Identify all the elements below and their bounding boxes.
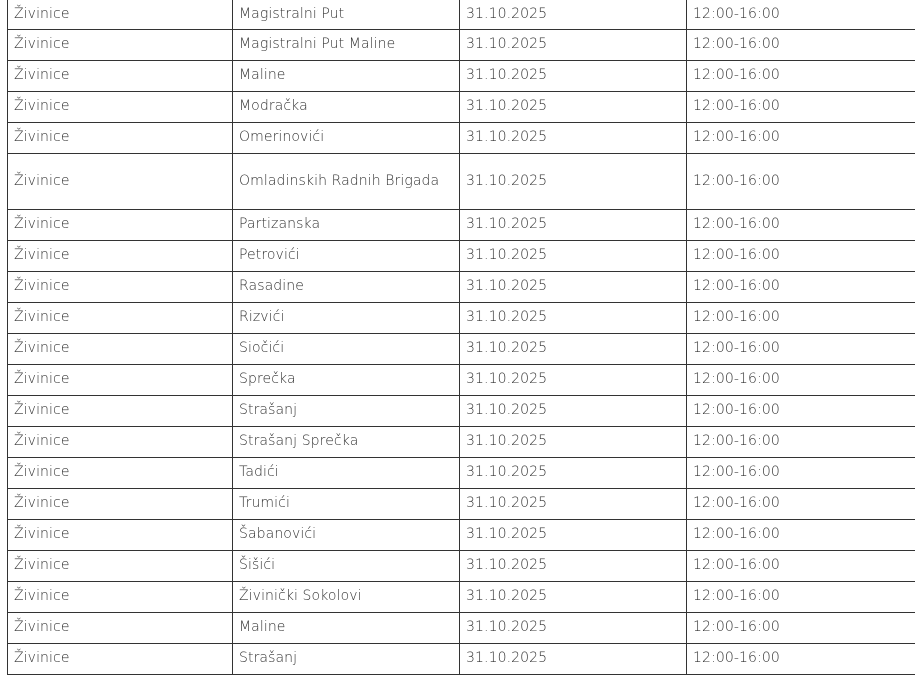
street-cell: Modračka	[233, 92, 460, 123]
date-cell: 31.10.2025	[460, 210, 687, 241]
date-cell: 31.10.2025	[460, 489, 687, 520]
time-cell: 12:00-16:00	[687, 334, 915, 365]
table-row	[8, 365, 915, 396]
table-row	[8, 272, 915, 303]
outage-schedule-table-wrapper	[7, 0, 915, 675]
table-row	[8, 489, 915, 520]
municipality-cell: Živinice	[8, 396, 233, 427]
time-cell: 12:00-16:00	[687, 520, 915, 551]
date-cell: 31.10.2025	[460, 520, 687, 551]
date-cell: 31.10.2025	[460, 303, 687, 334]
table-row	[8, 582, 915, 613]
time-cell: 12:00-16:00	[687, 396, 915, 427]
time-cell: 12:00-16:00	[687, 272, 915, 303]
date-cell: 31.10.2025	[460, 92, 687, 123]
time-cell: 12:00-16:00	[687, 582, 915, 613]
time-cell: 12:00-16:00	[687, 551, 915, 582]
date-cell: 31.10.2025	[460, 427, 687, 458]
street-cell: Sprečka	[233, 365, 460, 396]
table-body	[8, 0, 915, 675]
time-cell: 12:00-16:00	[687, 123, 915, 154]
municipality-cell: Živinice	[8, 613, 233, 644]
time-cell: 12:00-16:00	[687, 0, 915, 30]
time-cell: 12:00-16:00	[687, 92, 915, 123]
street-cell: Magistralni Put	[233, 0, 460, 30]
date-cell: 31.10.2025	[460, 272, 687, 303]
time-cell: 12:00-16:00	[687, 613, 915, 644]
street-cell: Siočići	[233, 334, 460, 365]
street-cell: Partizanska	[233, 210, 460, 241]
street-cell: Strašanj	[233, 396, 460, 427]
table-row	[8, 30, 915, 61]
date-cell: 31.10.2025	[460, 365, 687, 396]
table-row	[8, 458, 915, 489]
table-row	[8, 0, 915, 30]
municipality-cell: Živinice	[8, 0, 233, 30]
municipality-cell: Živinice	[8, 427, 233, 458]
street-cell: Živinički Sokolovi	[233, 582, 460, 613]
street-cell: Omerinovići	[233, 123, 460, 154]
table-row	[8, 241, 915, 272]
street-cell: Petrovići	[233, 241, 460, 272]
date-cell: 31.10.2025	[460, 30, 687, 61]
street-cell: Šišići	[233, 551, 460, 582]
table-row	[8, 92, 915, 123]
street-cell: Strašanj	[233, 644, 460, 675]
table-row	[8, 154, 915, 210]
municipality-cell: Živinice	[8, 272, 233, 303]
municipality-cell: Živinice	[8, 241, 233, 272]
street-cell: Trumići	[233, 489, 460, 520]
street-cell: Tadići	[233, 458, 460, 489]
table-row	[8, 613, 915, 644]
time-cell: 12:00-16:00	[687, 365, 915, 396]
municipality-cell: Živinice	[8, 582, 233, 613]
outage-schedule-table	[7, 0, 915, 675]
street-cell: Rasadine	[233, 272, 460, 303]
date-cell: 31.10.2025	[460, 123, 687, 154]
street-cell: Rizvići	[233, 303, 460, 334]
table-row	[8, 551, 915, 582]
municipality-cell: Živinice	[8, 210, 233, 241]
time-cell: 12:00-16:00	[687, 427, 915, 458]
table-row	[8, 210, 915, 241]
street-cell: Strašanj Sprečka	[233, 427, 460, 458]
date-cell: 31.10.2025	[460, 334, 687, 365]
municipality-cell: Živinice	[8, 92, 233, 123]
date-cell: 31.10.2025	[460, 551, 687, 582]
municipality-cell: Živinice	[8, 61, 233, 92]
table-row	[8, 396, 915, 427]
time-cell: 12:00-16:00	[687, 241, 915, 272]
date-cell: 31.10.2025	[460, 644, 687, 675]
time-cell: 12:00-16:00	[687, 210, 915, 241]
street-cell: Maline	[233, 61, 460, 92]
street-cell: Maline	[233, 613, 460, 644]
table-row	[8, 520, 915, 551]
municipality-cell: Živinice	[8, 365, 233, 396]
municipality-cell: Živinice	[8, 520, 233, 551]
table-row	[8, 303, 915, 334]
municipality-cell: Živinice	[8, 644, 233, 675]
date-cell: 31.10.2025	[460, 458, 687, 489]
municipality-cell: Živinice	[8, 489, 233, 520]
municipality-cell: Živinice	[8, 123, 233, 154]
municipality-cell: Živinice	[8, 303, 233, 334]
time-cell: 12:00-16:00	[687, 154, 915, 210]
date-cell: 31.10.2025	[460, 582, 687, 613]
date-cell: 31.10.2025	[460, 154, 687, 210]
table-row	[8, 644, 915, 675]
time-cell: 12:00-16:00	[687, 303, 915, 334]
table-row	[8, 427, 915, 458]
date-cell: 31.10.2025	[460, 241, 687, 272]
time-cell: 12:00-16:00	[687, 458, 915, 489]
street-cell: Magistralni Put Maline	[233, 30, 460, 61]
municipality-cell: Živinice	[8, 334, 233, 365]
table-row	[8, 123, 915, 154]
time-cell: 12:00-16:00	[687, 30, 915, 61]
street-cell: Omladinskih Radnih Brigada	[233, 154, 460, 210]
date-cell: 31.10.2025	[460, 396, 687, 427]
street-cell: Šabanovići	[233, 520, 460, 551]
municipality-cell: Živinice	[8, 458, 233, 489]
municipality-cell: Živinice	[8, 551, 233, 582]
date-cell: 31.10.2025	[460, 613, 687, 644]
table-row	[8, 61, 915, 92]
time-cell: 12:00-16:00	[687, 644, 915, 675]
date-cell: 31.10.2025	[460, 0, 687, 30]
time-cell: 12:00-16:00	[687, 489, 915, 520]
date-cell: 31.10.2025	[460, 61, 687, 92]
municipality-cell: Živinice	[8, 30, 233, 61]
municipality-cell: Živinice	[8, 154, 233, 210]
time-cell: 12:00-16:00	[687, 61, 915, 92]
table-row	[8, 334, 915, 365]
